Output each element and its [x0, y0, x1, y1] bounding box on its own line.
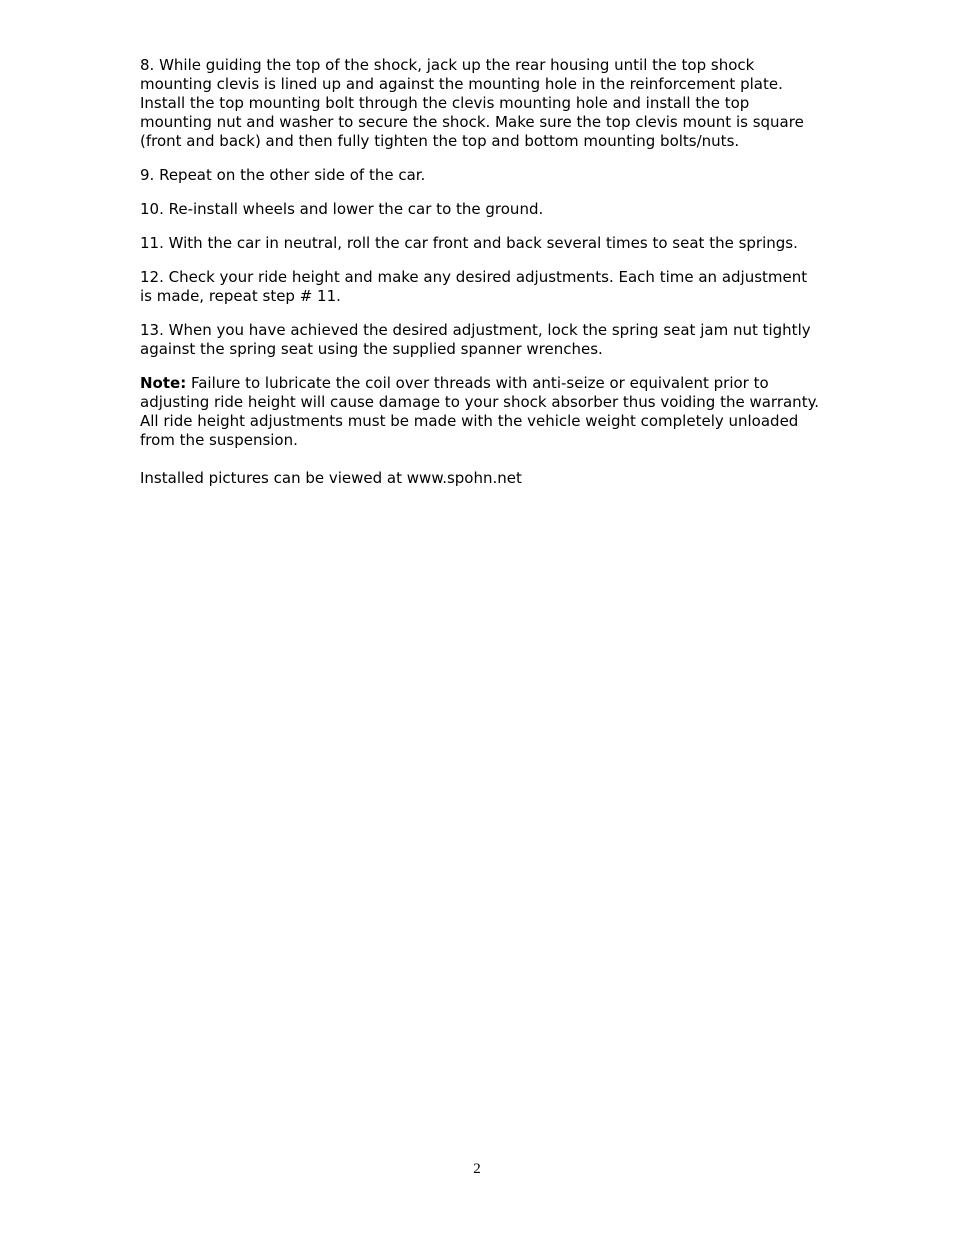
step-12: 12. Check your ride height and make any desired adjustments. Each time an adjustment is made, repeat step # 11. — [140, 268, 808, 305]
page-number: 2 — [473, 1161, 481, 1177]
step-8: 8. While guiding the top of the shock, jack up the rear housing until the top shock mounting clevis is lined up and against the mounting hole in the reinforcement plate. Install the top mounting bolt through the clevis mounting hole and install the top mounting nut and washer to secure the shock. Make sure the top clevis mount is square (front and back) and then fully tighten the top and bottom mounting bolts/nuts. — [140, 56, 804, 150]
note-label: Note: — [140, 374, 187, 392]
step-9: 9. Repeat on the other side of the car. — [140, 166, 426, 184]
installed-pictures-line: Installed pictures can be viewed at www.spohn.net — [140, 469, 522, 487]
step-13: 13. When you have achieved the desired adjustment, lock the spring seat jam nut tightly against the spring seat using the supplied spanner wrenches. — [140, 321, 811, 358]
note-text: Failure to lubricate the coil over threads with anti-seize or equivalent prior to adjusting ride height will cause damage to your shock absorber thus voiding the warranty. All ride height adjustments must be made with the vehicle weight completely unloaded from the suspension. — [140, 374, 820, 449]
note-paragraph — [140, 374, 820, 450]
step-10: 10. Re-install wheels and lower the car to the ground. — [140, 200, 544, 218]
instructions-body — [140, 56, 820, 503]
step-11: 11. With the car in neutral, roll the car front and back several times to seat the springs. — [140, 234, 798, 252]
